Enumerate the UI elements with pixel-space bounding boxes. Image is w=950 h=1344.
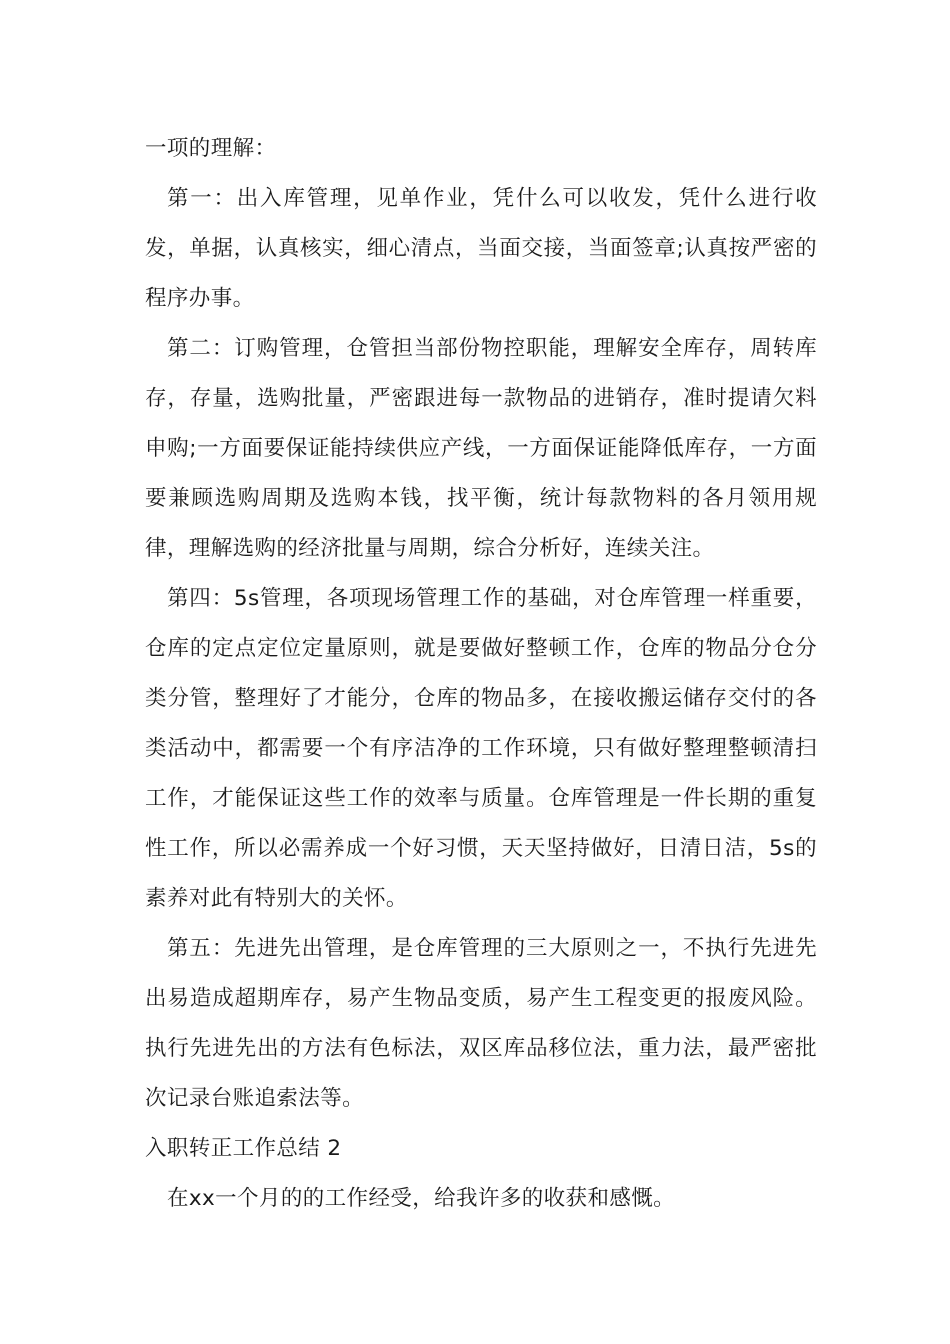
paragraph-intro: 一项的理解：: [145, 136, 277, 161]
paragraph-point-2: 第二：订购管理，仓管担当部份物控职能，理解安全库存，周转库存，存量，选购批量，严密跟进每一款物品的进销存，准时提请欠料申购;一方面要保证能持续供应产线，一方面保证能降低库存，一方面要兼顾选购周期及选购本钱，找平衡，统计每款物料的各月领用规律，理解选购的经济批量与周期，综合分析好，连续关注。: [145, 336, 817, 561]
paragraph-point-1: 第一：出入库管理，见单作业，凭什么可以收发，凭什么进行收发，单据，认真核实，细心清点，当面交接，当面签章;认真按严密的程序办事。: [145, 186, 817, 311]
document-body: [145, 124, 817, 1224]
section-heading: 入职转正工作总结 2: [145, 1136, 342, 1161]
paragraph-point-4: 第四：5s管理，各项现场管理工作的基础，对仓库管理一样重要，仓库的定点定位定量原则，就是要做好整顿工作，仓库的物品分仓分类分管，整理好了才能分，仓库的物品多，在接收搬运储存交付的各类活动中，都需要一个有序洁净的工作环境，只有做好整理整顿清扫工作，才能保证这些工作的效率与质量。仓库管理是一件长期的重复性工作，所以必需养成一个好习惯，天天坚持做好，日清日洁，5s的素养对此有特别大的关怀。: [145, 586, 817, 911]
paragraph-summary-opening: 在xx一个月的的工作经受，给我许多的收获和感慨。: [167, 1186, 676, 1211]
paragraph-point-5: 第五：先进先出管理，是仓库管理的三大原则之一，不执行先进先出易造成超期库存，易产生物品变质，易产生工程变更的报废风险。执行先进先出的方法有色标法，双区库品移位法，重力法，最严密批次记录台账追索法等。: [145, 936, 817, 1111]
